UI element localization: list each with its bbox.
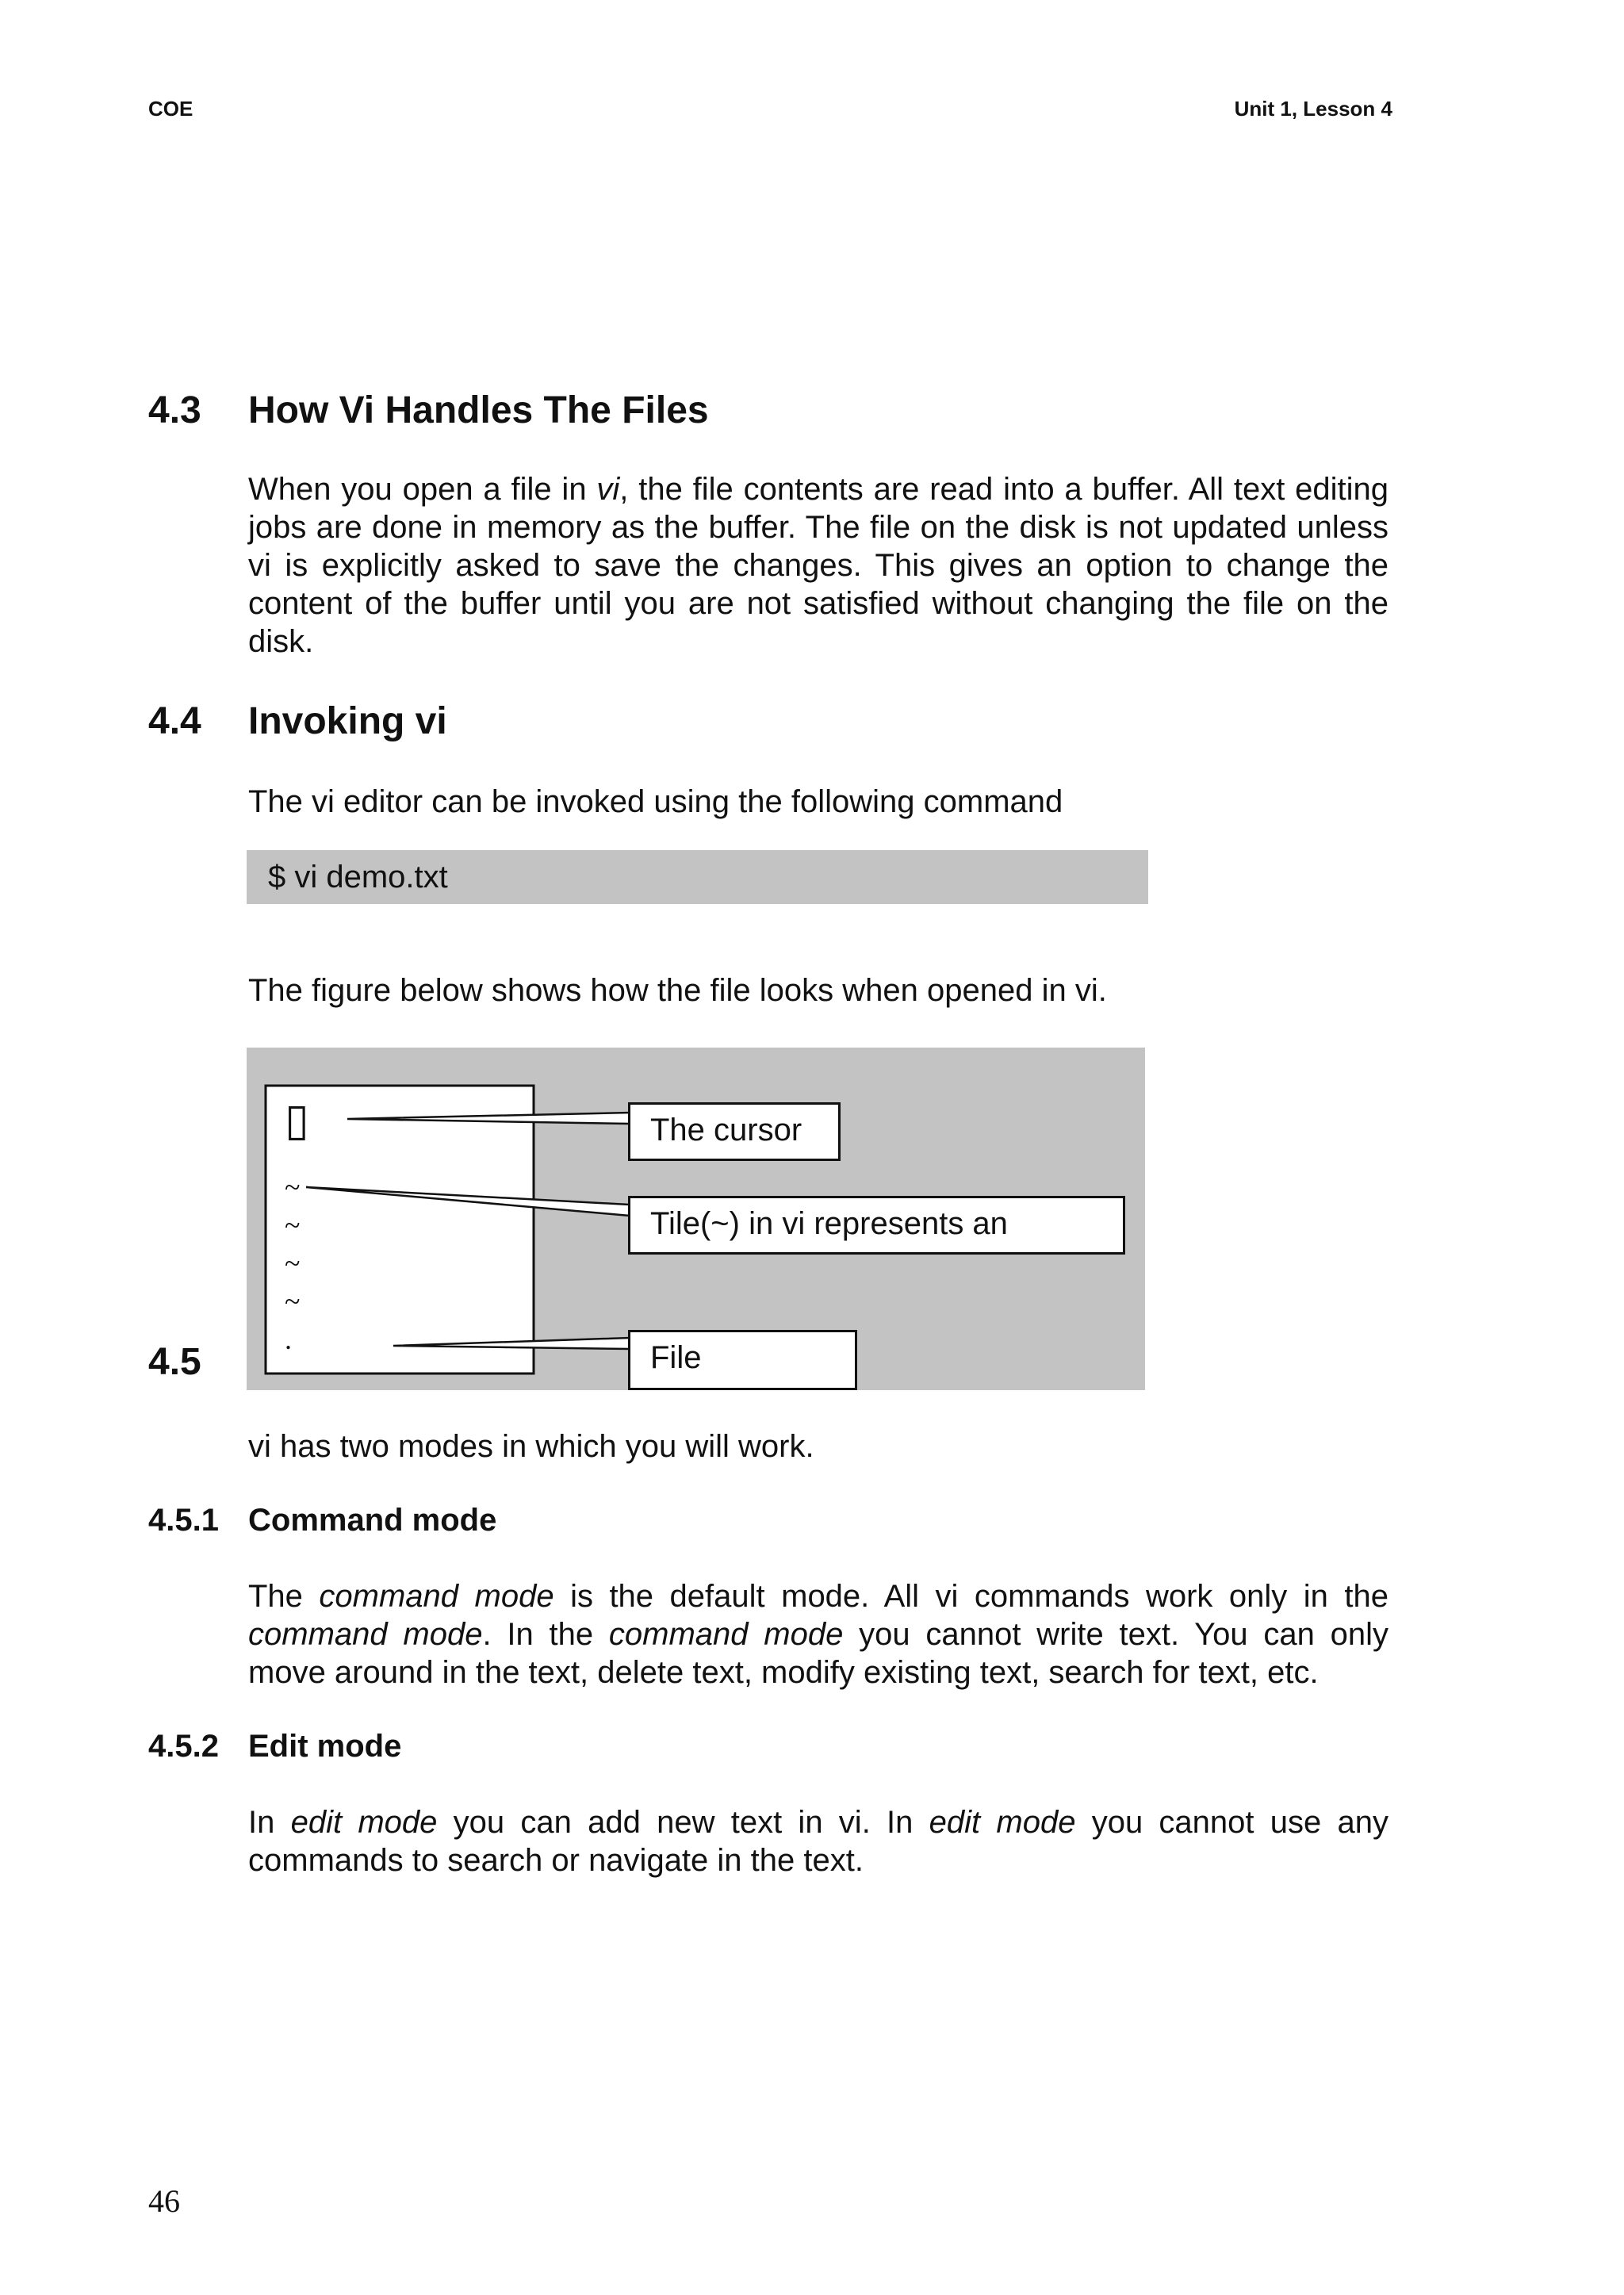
callout-cursor: The cursor: [628, 1102, 841, 1161]
tilde-line: ~: [285, 1209, 301, 1241]
vi-figure: [247, 1048, 1145, 1390]
end-mark: .: [285, 1324, 292, 1355]
page-number: 46: [148, 2183, 180, 2219]
section-4-5-1-title: Command mode: [248, 1503, 497, 1538]
section-4-3-title: How Vi Handles The Files: [248, 389, 709, 431]
section-4-5-1-number: 4.5.1: [148, 1503, 219, 1538]
section-4-3-body: When you open a file in vi, the file contents are read into a buffer. All text editing jobs are done in memory as the buffer. The file on the disk is not updated unless vi is explicitly asked to save the changes. This gives an option to change the content of the buffer until you are not satisfied without changing the file on the disk.: [248, 472, 1388, 659]
tilde-line: ~: [285, 1247, 301, 1279]
callout-file: File: [628, 1330, 857, 1390]
section-4-5-number: 4.5: [148, 1341, 201, 1383]
section-4-4-title: Invoking vi: [248, 700, 447, 742]
command-box: [247, 850, 1148, 904]
callout-tilde: Tile(~) in vi represents an: [628, 1196, 1125, 1255]
tilde-line: ~: [285, 1285, 301, 1317]
section-4-5-1-body: The command mode is the default mode. All vi commands work only in the command mode. In the command mode you cannot write text. You can only move around in the text, delete text, modify existing text, search for text, etc.: [248, 1579, 1389, 1690]
cursor-icon: ▯: [285, 1094, 309, 1146]
header-right: Unit 1, Lesson 4: [1234, 97, 1392, 121]
section-4-5-2-body: In edit mode you can add new text in vi. In edit mode you cannot use any commands to search or navigate in the text.: [248, 1805, 1388, 1878]
section-4-3-number: 4.3: [148, 389, 201, 431]
section-4-5-intro: vi has two modes in which you will work.: [248, 1429, 814, 1464]
section-4-4-intro: The vi editor can be invoked using the following command: [248, 784, 1063, 819]
section-4-5-2-title: Edit mode: [248, 1729, 402, 1764]
tilde-column: [285, 1168, 300, 1358]
figure-intro: The figure below shows how the file looks when opened in vi.: [248, 973, 1107, 1008]
section-4-5-2-number: 4.5.2: [148, 1729, 219, 1764]
command-text: $ vi demo.txt: [268, 860, 448, 895]
header-left: COE: [148, 97, 193, 121]
tilde-line: ~: [285, 1171, 301, 1203]
section-4-4-number: 4.4: [148, 700, 201, 742]
